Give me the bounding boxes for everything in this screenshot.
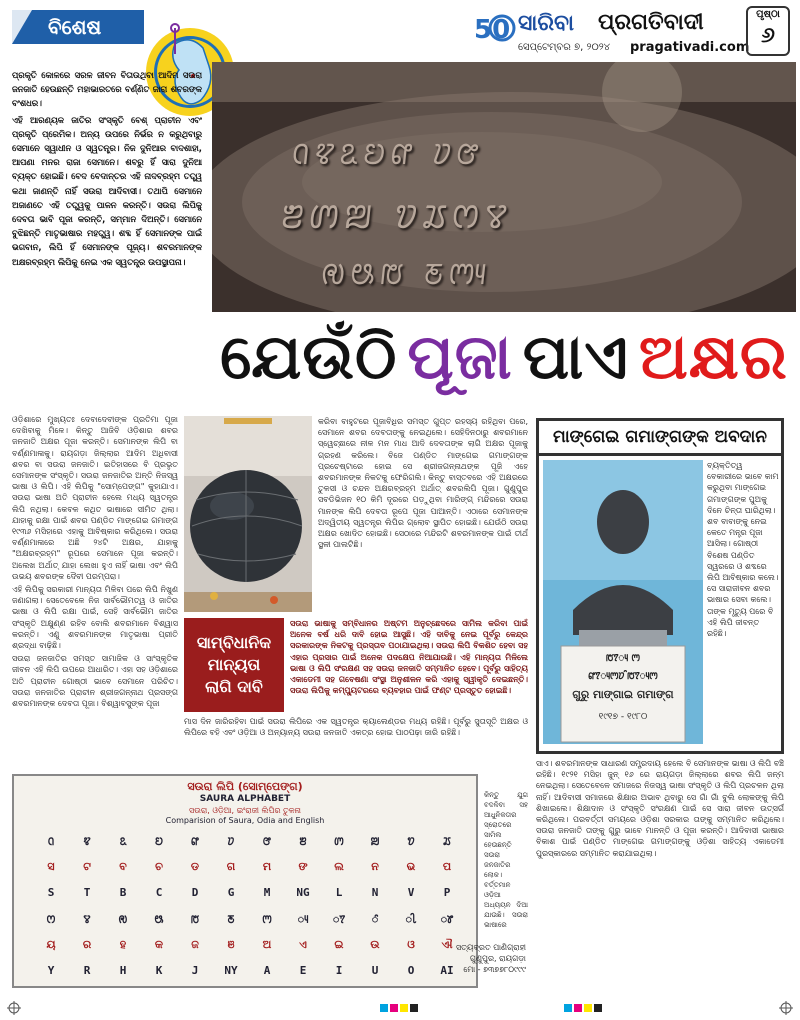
- headline-word-4: ଅକ୍ଷର: [638, 320, 788, 393]
- alphabet-cell: ꢴ: [297, 913, 309, 926]
- headline: [212, 312, 796, 402]
- sidebar-bottom-text: ସାଏ। ଶବରମାନଙ୍କ ସାଧାରଣ ସମ୍ପ୍ରଦାୟ ହେଲେ ବି ସେମାନଙ୍କ ଭାଷା ଓ ଲିପି ବଞ୍ଚି ରହିଛି। ୧୯୨୧ ମସିହା ଜୁନ୍ ୧୬ ରେ ରାୟଗଡ଼ା ଜିଲ୍ଲାରେ ଶବର ଲିପି ଜନ୍ମ ନେଇଥିଲା। ସେତେବେଳେ ସମାଜରେ ନିଜସ୍ୱ ଭାଷା ସଂସ୍କୃତି ଓ ଲିପି ପ୍ରଚଳନ ଥିଲା ନାହିଁ। ଆଦିବାସୀ ସମାଜରେ ଶିକ୍ଷାର ଅଭାବ ଥିବାରୁ ସେ ଗାଁ ଗାଁ ବୁଲି ଲୋକଙ୍କୁ ଲିପି ଶିଖାଇଲେ। ଶିକ୍ଷାଦାନ ଓ ସଂସ୍କୃତି ସଂରକ୍ଷଣ ପାଇଁ ସେ ସାରା ଜୀବନ ଉତ୍ସର୍ଗ କରିଥିଲେ। ପରବର୍ତ୍ତୀ ସମୟରେ ଓଡ଼ିଶା ସରକାର ତାଙ୍କୁ ସମ୍ମାନିତ କରିଥିଲେ। ସଉରା ଜନଜାତି ତାଙ୍କୁ ଗୁରୁ ଭାବେ ମାନନ୍ତି ଓ ପୂଜା କରନ୍ତି। ଆଦିବାସୀ ଭାଷାର ବିକାଶ ପାଇଁ ପଣ୍ଡିତ ମାଙ୍ଗେଇ ଗମାଙ୍ଗଙ୍କୁ ଓଡ଼ିଶା ସାହିତ୍ୟ ଏକାଡେମୀ ପୁରସ୍କାରରେ ସମ୍ମାନିତ କରାଯାଇଥିଲା।: [536, 759, 784, 858]
- alphabet-cell: ꢯ: [118, 913, 128, 926]
- alphabet-cell: ଜ: [191, 938, 199, 951]
- alphabet-cell: ꢮ: [83, 913, 91, 926]
- alphabet-cell: ୟ: [46, 938, 56, 951]
- alphabet-cell: O: [407, 964, 415, 977]
- chart-subtitle-odia: ସଉରା, ଓଡ଼ିଆ, ଇଂରାଜୀ ଲିପିର ତୁଳନା: [189, 806, 301, 815]
- headline-word-3: ପାଏ: [522, 320, 629, 393]
- byline: [396, 942, 526, 975]
- section-tag: [12, 10, 144, 44]
- alphabet-cell: ଐ: [441, 938, 453, 951]
- alphabet-cell: P: [443, 886, 451, 899]
- alphabet-cell: ꢧ: [263, 835, 271, 848]
- section-label: ବିଶେଷ: [48, 15, 102, 39]
- alphabet-cell: କ: [154, 938, 164, 951]
- svg-text:50: 50: [474, 15, 511, 45]
- alphabet-cell: ଙ: [298, 860, 308, 873]
- alphabet-cell: M: [263, 886, 271, 899]
- alphabet-cell: ଗ: [226, 860, 236, 873]
- body-column-2-top: [318, 416, 528, 612]
- alphabet-cell: ꢳ: [262, 913, 272, 926]
- chart-subtitle: SAURA ALPHABET: [199, 794, 291, 804]
- byline-place: ଗୁଣୁପୁର, ରାୟଗଡ଼ା: [469, 954, 526, 963]
- alphabet-cell: NY: [224, 964, 238, 977]
- byline-phone: ମୋ - ୭୩୭୭୮୦୯୯୯: [463, 965, 526, 974]
- alphabet-cell: ꢦ: [227, 835, 235, 848]
- chart-title: ସଉରା ଲିପି (ସୋମ୍ପେଙ୍ଗ): [187, 780, 303, 793]
- alphabet-cell: ନ: [371, 860, 379, 873]
- alphabet-cell: E: [299, 964, 307, 977]
- print-registration-strip: [0, 1000, 800, 1016]
- alphabet-cell: ଉ: [370, 938, 380, 951]
- chart-subtitle-english: Comparision of Saura, Odia and English: [165, 816, 325, 825]
- alphabet-cell: G: [227, 886, 235, 899]
- hero-photo-inscribed-stone: ꢡꢢꢣꢤꢥ ꢦꢧ ꢨꢩꢪ ꢫꢬꢭꢮ ꢯꢰꢱ ꢲꢳꢴ: [212, 62, 796, 312]
- alphabet-cell: N: [371, 886, 379, 899]
- photo-script-globe: [184, 416, 312, 612]
- quote-title-line: ସାମ୍ବିଧାନିକ: [196, 633, 272, 652]
- jubilee-logo: [470, 8, 516, 48]
- alphabet-cell: R: [83, 964, 91, 977]
- alphabet-cell: ମ: [262, 860, 272, 873]
- issue-date: ସେପ୍ଟେମ୍ବର ୭, ୨୦୨୪: [518, 42, 611, 53]
- intro-paragraph: ପ୍ରକୃତି କୋଳରେ ସରଳ ଜୀବନ ବିତାଉଥିବା ଆଦିମ ସଉରା ଜନଜାତି ହେଉଛନ୍ତି ମହାଭାରତରେ ବର୍ଣ୍ଣିତ ଜାରା ଶବରଙ୍କ ବଂଶଧର।: [12, 70, 202, 109]
- alphabet-cell: NG: [296, 886, 310, 899]
- alphabet-cell: H: [119, 964, 127, 977]
- alphabet-cell: T: [83, 886, 91, 899]
- plaque-saura-line-2: ꢥꢵꢴꢳꢦ ꢶꢱꢵꢴꢳ: [588, 671, 658, 682]
- alphabet-cell: ꢢ: [83, 835, 91, 848]
- sidebar-right-text: ବ୍ୟକ୍ତିତ୍ୱ ବେକାରୀରେ ଭାବେ କାମ କରୁଥିବା ମାଙ୍ଗେଇ ଗମାଙ୍ଗଙ୍କ ପୁଅକୁ ଦିନେ ଚିନ୍ତା ଘାରିଥିଲା। ଶବ ବାବାଙ୍କୁ ନେଇ କେତେ ମନ୍ତ୍ର ପୂଜା ଆସିଲା। ଗୋଷ୍ଠୀ ବିଶେଷ ପଣ୍ଡିତ ସ୍ୱରରେ ଓ ଶବ୍ଦରେ ଲିପି ଆବିଷ୍କାର କଲେ। ସେ ସାରାଜୀବନ ଶବର ଭାଷାର ସେବା କଲେ। ତାଙ୍କ ମୃତ୍ୟୁ ପରେ ବି ଏହି ଲିପି ଜୀବନ୍ତ ରହିଛି।: [707, 461, 779, 639]
- alphabet-cell: I: [335, 964, 343, 977]
- alphabet-cell: ꢫ: [407, 835, 415, 848]
- intro-block: [12, 68, 202, 408]
- alphabet-cell: ଲ: [334, 860, 344, 873]
- alphabet-cell: ꢪ: [370, 835, 380, 848]
- alphabet-cell: ꢸ: [440, 913, 454, 926]
- quote-title-line: ଲାଗି ଦାବି: [205, 677, 263, 696]
- alphabet-cell: K: [155, 964, 163, 977]
- alphabet-cell: ꢷ: [405, 913, 417, 926]
- alphabet-cell: ꢶ: [371, 913, 379, 926]
- alphabet-cell: ଏ: [299, 938, 307, 951]
- alphabet-cell: ꢬ: [443, 835, 451, 848]
- alphabet-cell: ଓ: [407, 938, 415, 951]
- body-paragraph: ଓଡ଼ିଶାରେ ମୁଖ୍ୟତଃ ଦେବାଦେବୀଙ୍କ ପ୍ରତିମା ପୂଜା ଦେଖିବାକୁ ମିଳେ। କିନ୍ତୁ ଆଜିବି ଓଡ଼ିଶାର ଶବର ଜନଜାତି ଅକ୍ଷର ପୂଜା କରନ୍ତି। ସେମାନଙ୍କ ଲିପି ବା ବର୍ଣ୍ଣମାଳାକୁ। ରାୟଗଡ଼ା ଜିଲ୍ଲାର ଆଦିମ ଅଧିବାସୀ ଶବର ବା ସଉରା ଜନଜାତି। ଇତିହାସରେ ବି ପ୍ରଭୃତ ସେମାନଙ୍କ ସଂସ୍କୃତି। ସଉରା ଜନଜାତିର ଅନ୍ତି ନିଜସ୍ୱ ଭାଷା ଓ ଲିପି। ଏହି ଲିପିକୁ "ସୋମ୍ପେଙ୍ଗ" କୁହାଯାଏ। ସଉରା ଭାଷା ଅତି ପ୍ରାଚୀନ ହେଲେ ମଧ୍ୟ ସ୍ୱତନ୍ତ୍ର ଲିପି ନଥିଲା। କେବଳ କଥିତ ଭାଷାରେ ସୀମିତ ଥିଲା। ଯାହାକୁ ରକ୍ଷା ପାଇଁ ଶବର ପଣ୍ଡିତ ମାଙ୍ଗେଇ ଗମାଙ୍ଗ ୧୯୩୬ ମସିହାରେ ଏହାକୁ ଆବିଷ୍କାର କରିଥିଲେ। ସଉରା ବର୍ଣ୍ଣମାଳାରେ ଅଛି ୨୪ଟି ଅକ୍ଷର, ଯାହାକୁ "ଅକ୍ଷରବ୍ରହ୍ମ" ରୂପରେ ସେମାନେ ପୂଜା କରନ୍ତି। ଅଲେଖ ଅର୍ଥାତ୍ ଯାହା ଲେଖା ହୁଏ ନାହିଁ ଭାଷା ଏବଂ ଲିପି ଉଭୟ ଶବରଙ୍କ ଦୈବୀ ପରମ୍ପରା।: [12, 415, 178, 581]
- alphabet-cell: ଭ: [406, 860, 416, 873]
- plaque-saura-line-1: ꢱꢵꢴ ꢳ: [605, 653, 641, 664]
- alphabet-cell: ꢨ: [299, 835, 307, 848]
- alphabet-cell: ହ: [119, 938, 127, 951]
- page-number: ୬: [761, 23, 775, 48]
- brand-prefix: ସାରିବା: [518, 10, 575, 36]
- alphabet-cell: J: [191, 964, 199, 977]
- alphabet-cell: Y: [47, 964, 55, 977]
- alphabet-cell: U: [371, 964, 379, 977]
- alphabet-cell: ପ: [442, 860, 452, 873]
- body-paragraph: ଏହି ଲିପିକୁ ସରକାରୀ ମାନ୍ୟତା ମିଳିବା ପରେ ଲିପି ନିଖୁଣ ଜଣାଗଲା। ସେତେବେଳେ ନିଜ ସାର୍ବଭୌମତ୍ୱ ଓ ଜାତିର ଭାଷା ଓ ଲିପି ରକ୍ଷା ପାଇଁ, ସେହି ସାର୍ବଭୌମ ଜାତିର ସଂସ୍କୃତି ଅକ୍ଷୁଣ୍ଣ ରହିବ ବୋଲି ଶବରମାନେ ବିଶ୍ୱାସ କରନ୍ତି। ଏଣୁ ଶବରମାନଙ୍କ ମାତୃଭାଷା ପ୍ରୀତି ଶ୍ରଦ୍ଧା ବାଢ଼ିଛି।: [12, 585, 178, 651]
- alphabet-cell: ଚ: [155, 860, 163, 873]
- alphabet-cell: ଟ: [83, 860, 91, 873]
- alphabet-cell: ꢱ: [191, 913, 199, 926]
- body-paragraph: ମାସ ଦିନ ଜାରିରହିବା ପାଇଁ ସଉରା ଲିପିରେ ଏକ ସ୍ୱତନ୍ତ୍ର କ୍ୟାଲେଣ୍ଡର ମଧ୍ୟ ରହିଛି। ପୂର୍ବରୁ ସୁତାସୂତି ଅକ୍ଷର ଓ ଲିପିରେ ବହି ଏବଂ ଓଡ଼ିଆ ଓ ଅନ୍ୟାନ୍ୟ ସଉରା ଜନଜାତି ଏକତ୍ର ହୋଇ ପାଠପଢ଼ା ଜାରି ରହିଛି।: [184, 717, 528, 738]
- alphabet-cell: ꢣ: [119, 835, 127, 848]
- alphabet-cell: D: [191, 886, 199, 899]
- alphabet-cell: ꢭ: [46, 913, 56, 926]
- alphabet-cell: B: [119, 886, 127, 899]
- alphabet-cell: ବ: [119, 860, 127, 873]
- body-column-1: [12, 414, 178, 762]
- alphabet-cell: ଇ: [334, 938, 344, 951]
- masthead: [470, 6, 792, 62]
- body-column-2-bottom: କିନ୍ତୁ ଯୁଗ ବଦଳିବା ସହ ଆଧୁନିକତାର ସ୍ରୋତରେ ସାମିଲ ହେଉଛନ୍ତି ସଉରା ଜନଜାତିର ଲୋକ। ବର୍ତ୍ତମାନ ଓଡ଼ିଆ ଅଧ୍ୟୟନ ଦିଆ ଯାଉଛି। ସଉରା ଭାଷାରେ: [484, 791, 528, 929]
- byline-name: ସତ୍ୟବ୍ରତ ପାଣିଗ୍ରାହୀ: [455, 943, 526, 952]
- body-paragraph: ସଉରା ଜନଜାତିର ସମସ୍ତ ସାମାଜିକ ଓ ସାଂସ୍କୃତିକ ଜୀବନ ଏହି ଲିପି ଉପରେ ଆଧାରିତ। ଏହା ସହ ଓଡ଼ିଶାରେ ଅତି ପ୍ରାଚୀନ ଗୋଷ୍ଠୀ ଭାବେ ସେମାନେ ପରିଚିତ। ସଉରା ଜନଜାତିର ପ୍ରାଚୀନ ଶ୍ରୀଜଗନ୍ନାଥ ପ୍ରସଙ୍ଗ ଶବରମାନଙ୍କ ଦେବତା ପୂଜା। ବିଶ୍ୱାବସୁଙ୍କ ପୂଜା: [12, 654, 178, 709]
- alphabet-cell: ꢥ: [191, 835, 199, 848]
- sidebar-title: ମାଙ୍ଗେଇ ଗମାଙ୍ଗଙ୍କ ଅବଦାନ: [536, 418, 784, 456]
- alphabet-cell: ꢩ: [334, 835, 344, 848]
- alphabet-cell: ର: [82, 938, 92, 951]
- page-word: ପୃଷ୍ଠା: [756, 9, 780, 20]
- alphabet-cell: ꢤ: [155, 835, 163, 848]
- plaque-years: ୧୯୧୭ - ୧୯୮୦: [598, 712, 648, 722]
- headline-word-1: ଯେଉଁଠି: [220, 320, 398, 393]
- alphabet-cell: ꢲ: [227, 913, 235, 926]
- alphabet-cell: AI: [440, 964, 454, 977]
- intro-paragraph: ଏହି ଆରଣ୍ୟକ ଜାତିର ସଂସ୍କୃତି ବେଶ୍ ପ୍ରାଚୀନ ଏବଂ ପ୍ରକୃତି ପ୍ରେମିକ। ଅନ୍ୟ ଉପରେ ନିର୍ଭର ନ କରୁଥିବାରୁ ସେମାନେ ସ୍ୱାଧୀନ ଓ ସ୍ୱତନ୍ତ୍ର। ନିଜ ଦୁନିଆର ବାଦଶାହା, ଆପଣା ମନର ରାଜା ସେମାନେ। ଶବରୁ ହିଁ ସାରା ଦୁନିଆ ବ୍ୟକ୍ତ ହୋଇଛି। ବେଦ ବେଦାନ୍ତର ଏହି ନାଦବ୍ରହ୍ମ ତତ୍ତ୍ୱ କଥା ଜାଣନ୍ତି ନାହିଁ ସଉରା ଆଦିବାସୀ। ତଥାପି ସେମାନେ ଅଜାଣତେ ଏହି ତତ୍ତ୍ୱକୁ ପାଳନ କରନ୍ତି। ସଉରା ଲିପିକୁ ଦେବତା ଭାବି ପୂଜା କରନ୍ତି, ସମ୍ମାନ ଦିଅନ୍ତି। ସେମାନେ ବୁଝିଛନ୍ତି ମାତୃଭାଷାର ମହତ୍ତ୍ୱ। ଶବ୍ଦ ହିଁ ସେମାନଙ୍କ ପାଇଁ ଭଗବାନ, ଲିପି ହିଁ ସେମାନଙ୍କ ପୂଜ୍ୟ। ଶବରମାନଙ୍କ ଅକ୍ଷରବ୍ରହ୍ମ ଲିପିକୁ ନେଇ ଏକ ସ୍ୱତନ୍ତ୍ର ଉପସ୍ଥାପନା।: [12, 114, 202, 267]
- plaque-name: ଗୁରୁ ମାଙ୍ଗାଇ ଗମାଙ୍ଗ: [572, 688, 674, 701]
- alphabet-cell: ଅ: [262, 938, 272, 951]
- headline-word-2: ପୂଜା: [407, 320, 513, 393]
- alphabet-cell: S: [47, 886, 55, 899]
- page-number-box: [746, 6, 790, 56]
- alphabet-cell: ସ: [47, 860, 55, 873]
- quote-title-line: ମାନ୍ୟତା: [207, 655, 261, 674]
- pull-quote-title: [184, 618, 284, 712]
- alphabet-cell: ꢡ: [47, 835, 55, 848]
- sidebar-box: [536, 456, 784, 754]
- alphabet-cell: A: [263, 964, 271, 977]
- alphabet-cell: ଞ: [227, 938, 235, 951]
- alphabet-cell: V: [407, 886, 415, 899]
- alphabet-cell: ꢵ: [332, 913, 346, 926]
- body-paragraph: କରିବା ବାହୁଟରେ ପୂଜାବିଧିର ସମସ୍ତ ଗୁପ୍ତ ରହସ୍ୟ ରହିଥିବା ପରେ, ସେମାନେ ଶବର ଦେବତାଙ୍କୁ ନେଇଥିଲେ। ସେହିଦିନଠାରୁ ଶବରମାନେ ସ୍ୱେଚ୍ଛାରେ ନୀଳ ମନ ମାଧ ଆଦି ଦେବତାଙ୍କ ଲାଗି ଅକ୍ଷର ପୂଜାକୁ ଗ୍ରହଣ କରିଲେ। ବିଜେ ପଣ୍ଡିତ ମାଙ୍ଗେଇ ଗମାଙ୍ଗଙ୍କ ପ୍ରଚେଷ୍ଟାରେ ହୋଇ ସେ ଶ୍ରୀଜଗନ୍ନାଥଙ୍କ ପୂଜି ଏହେ ଶବରମାନଙ୍କ ନିକଟକୁ ଫେରିଗଲି। କିନ୍ତୁ ବାସ୍ତବରେ ଏହି ଅକ୍ଷରରେ ତୁଳସୀ ଓ ଚନ୍ଦନ ଅକ୍ଷରବ୍ରହ୍ମ ଅର୍ଥାତ୍ ଶବରଲିପି ପୂଜା। ଗୁଣୁପୁର ସବଡିଭିଜନ ୧୦ କିମି ଦୂରରେ ପଡ଼ୁଥିବା ମାରିଙ୍ଗ୍ ମନ୍ଦିରରେ ସଉରା ମାନଙ୍କ ଲିପି ଦେବତା ରୂପେ ପୂଜା ପାଆନ୍ତି। ଏଠାରେ ସେମାନଙ୍କ ଅଦ୍ୱିତୀୟ ସ୍ୱତନ୍ତ୍ର ଲିପିର ଗ୍ଲୋବ ସ୍ଥାପିତ ହୋଇଛି। ଯେଉଁଠି ସଉରା ଅକ୍ଷର ଖୋଦିତ ହୋଇଛି। ସେଠାରେ ମନ୍ଦିରଟି ଶବରମାନଙ୍କ ପାଇଁ ତୀର୍ଥ ସ୍ଥଳୀ ପାଲଟିଛି।: [318, 417, 528, 550]
- alphabet-cell: C: [155, 886, 163, 899]
- site-url: pragativadi.com: [630, 40, 750, 55]
- alphabet-cell: ଡ: [190, 860, 200, 873]
- alphabet-cell: L: [335, 886, 343, 899]
- alphabet-cell: ꢰ: [154, 913, 164, 926]
- pull-quote-text: ସଉରା ଭାଷାକୁ ସମ୍ବିଧାନର ଅଷ୍ଟମ ଅନୁଚ୍ଛେଦରେ ସାମିଲ କରିବା ପାଇଁ ଅନେକ ବର୍ଷ ଧରି ଦାବି ହୋଇ ଆସୁଛି। ଏହି ଦାବିକୁ ନେଇ ପୂର୍ବରୁ କେନ୍ଦ୍ର ସରକାରଙ୍କ ନିକଟକୁ ପ୍ରସ୍ତାବ ପଠାଯାଇଥିଲା। ସଉରା ଲିପି ବିକଶିତ ହେବା ସହ ଏହାର ପ୍ରସାର ପାଇଁ ଅନେକ ପଦକ୍ଷେପ ନିଆଯାଉଛି। ଏହି ମାନ୍ୟତା ମିଳିଲେ ଭାଷା ଓ ଲିପି ସଂରକ୍ଷଣ ସହ ସଉରା ଜନଜାତି ସମ୍ମାନିତ ହେବେ। ପୂର୍ବରୁ ସାହିତ୍ୟ ଏକାଡେମୀ ସହ ଗବେଷଣା ସଂସ୍ଥା ଅନୁଶୀଳନ କରି ଏହାକୁ ସ୍ୱୀକୃତି ଦେଇଛନ୍ତି। ସଉରା ଲିପିକୁ କମ୍ପ୍ୟୁଟରରେ ବ୍ୟବହାର ପାଇଁ ଫଣ୍ଟ ପ୍ରସ୍ତୁତ ହୋଇଛି।: [290, 619, 528, 696]
- brand-name: ପ୍ରଗତିବାଦୀ: [598, 10, 704, 35]
